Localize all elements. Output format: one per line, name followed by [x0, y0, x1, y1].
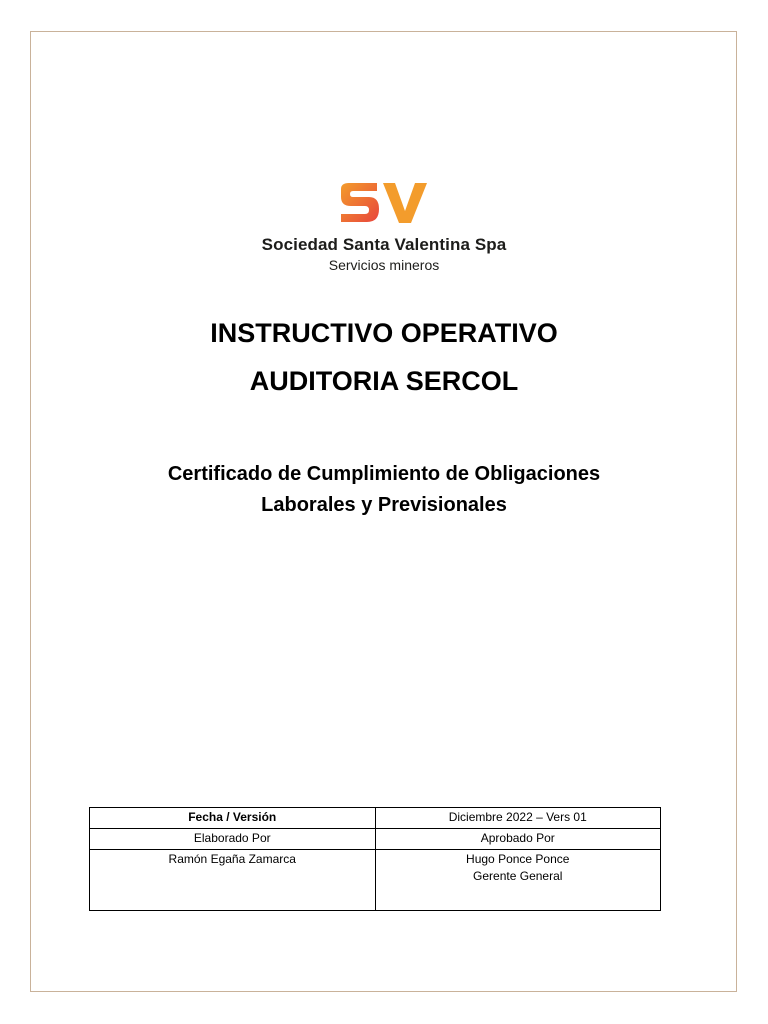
approved-by-label: Aprobado Por	[375, 829, 661, 850]
company-tagline: Servicios mineros	[328, 257, 440, 273]
document-title-line-1: INSTRUCTIVO OPERATIVO	[210, 318, 558, 348]
company-name: Sociedad Santa Valentina Spa	[261, 235, 507, 254]
table-row	[90, 850, 661, 911]
document-info-table	[89, 807, 661, 911]
date-version-value: Diciembre 2022 – Vers 01	[375, 808, 661, 829]
company-logo	[0, 181, 768, 225]
approved-by-role: Gerente General	[473, 869, 563, 883]
table-row	[90, 829, 661, 850]
approved-by-cell	[375, 850, 661, 911]
sv-logo-mark-icon	[339, 181, 429, 225]
document-subtitle-line-1: Certificado de Cumplimiento de Obligaciones	[167, 463, 601, 485]
prepared-by-name: Ramón Egaña Zamarca	[90, 850, 376, 911]
document-title-line-2: AUDITORIA SERCOL	[249, 366, 519, 396]
prepared-by-label: Elaborado Por	[90, 829, 376, 850]
document-subtitle-line-2: Laborales y Previsionales	[261, 494, 507, 516]
table-row	[90, 808, 661, 829]
approved-by-name: Hugo Ponce Ponce	[466, 852, 570, 866]
date-version-label: Fecha / Versión	[90, 808, 376, 829]
